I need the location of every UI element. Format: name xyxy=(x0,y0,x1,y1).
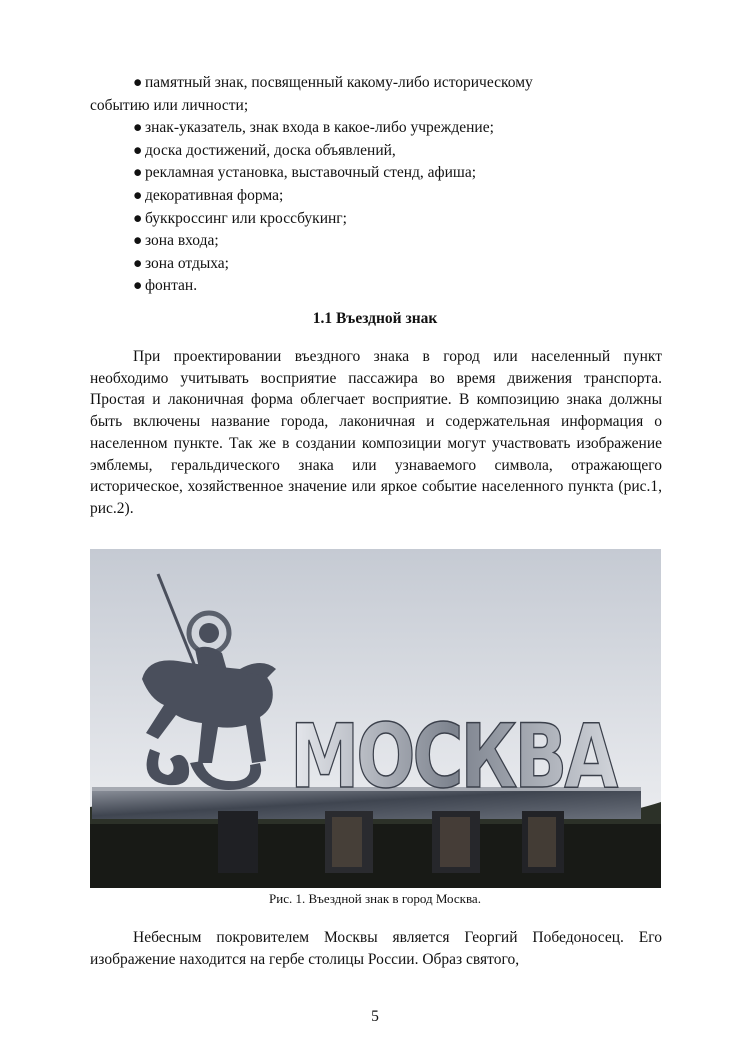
page-number: 5 xyxy=(371,1008,379,1025)
bullet-icon: ● xyxy=(133,254,143,272)
body-paragraph: Небесным покровителем Москвы является Георгий Победоносец. Его изображение находится на гербе столицы России. Образ святого, xyxy=(90,929,662,968)
support-pillar xyxy=(218,811,258,873)
bullet-icon: ● xyxy=(133,186,143,204)
list-item: ● рекламная установка, выставочный стенд, афиша; xyxy=(90,162,662,185)
bullet-icon: ● xyxy=(133,74,143,91)
city-name-letters: МОСКВА xyxy=(290,705,619,808)
sign-lettering xyxy=(290,705,618,808)
list-item: ● зона отдыха; xyxy=(90,253,662,276)
figure-photo xyxy=(90,549,661,888)
list-item: ● знак-указатель, знак входа в какое-либо учреждение; xyxy=(90,117,662,140)
section-heading: 1.1 Въездной знак xyxy=(312,310,438,327)
ground xyxy=(90,824,661,888)
list-item: ● доска достижений, доска объявлений, xyxy=(90,140,662,163)
list-item: ● фонтан. xyxy=(90,275,662,298)
list-item: ● зона входа; xyxy=(90,230,662,253)
list-item: ● памятный знак, посвященный какому-либо историческому xyxy=(90,72,662,95)
moscow-entry-sign-illustration xyxy=(90,549,661,888)
bullet-icon: ● xyxy=(133,277,143,295)
body-paragraph: При проектировании въездного знака в город или населенный пункт необходимо учитывать восприятие пассажира во время движения транспорта. Простая и лаконичная форма облегчает восприятие. В композицию знака должны быть включены название города, лаконичная и содержательная информация о населенном пункте. Так же в создании композиции могут участвовать изображение эмблемы, геральдического знака или узнаваемого символа, отражающего историческое, хозяйственное значение или яркое событие населенного пункта (рис.1, рис.2). xyxy=(90,348,662,517)
list-item: ● декоративная форма; xyxy=(90,185,662,208)
bullet-icon: ● xyxy=(133,141,143,159)
list-item-continuation: событию или личности; xyxy=(90,96,249,114)
bullet-icon: ● xyxy=(133,232,143,250)
bullet-icon: ● xyxy=(133,164,143,182)
list-item: ● буккроссинг или кроссбукинг; xyxy=(90,208,662,231)
bullet-icon: ● xyxy=(133,209,143,227)
figure-caption: Рис. 1. Въездной знак в город Москва. xyxy=(269,891,481,906)
bullet-icon: ● xyxy=(133,119,143,137)
bullet-list xyxy=(90,72,662,298)
